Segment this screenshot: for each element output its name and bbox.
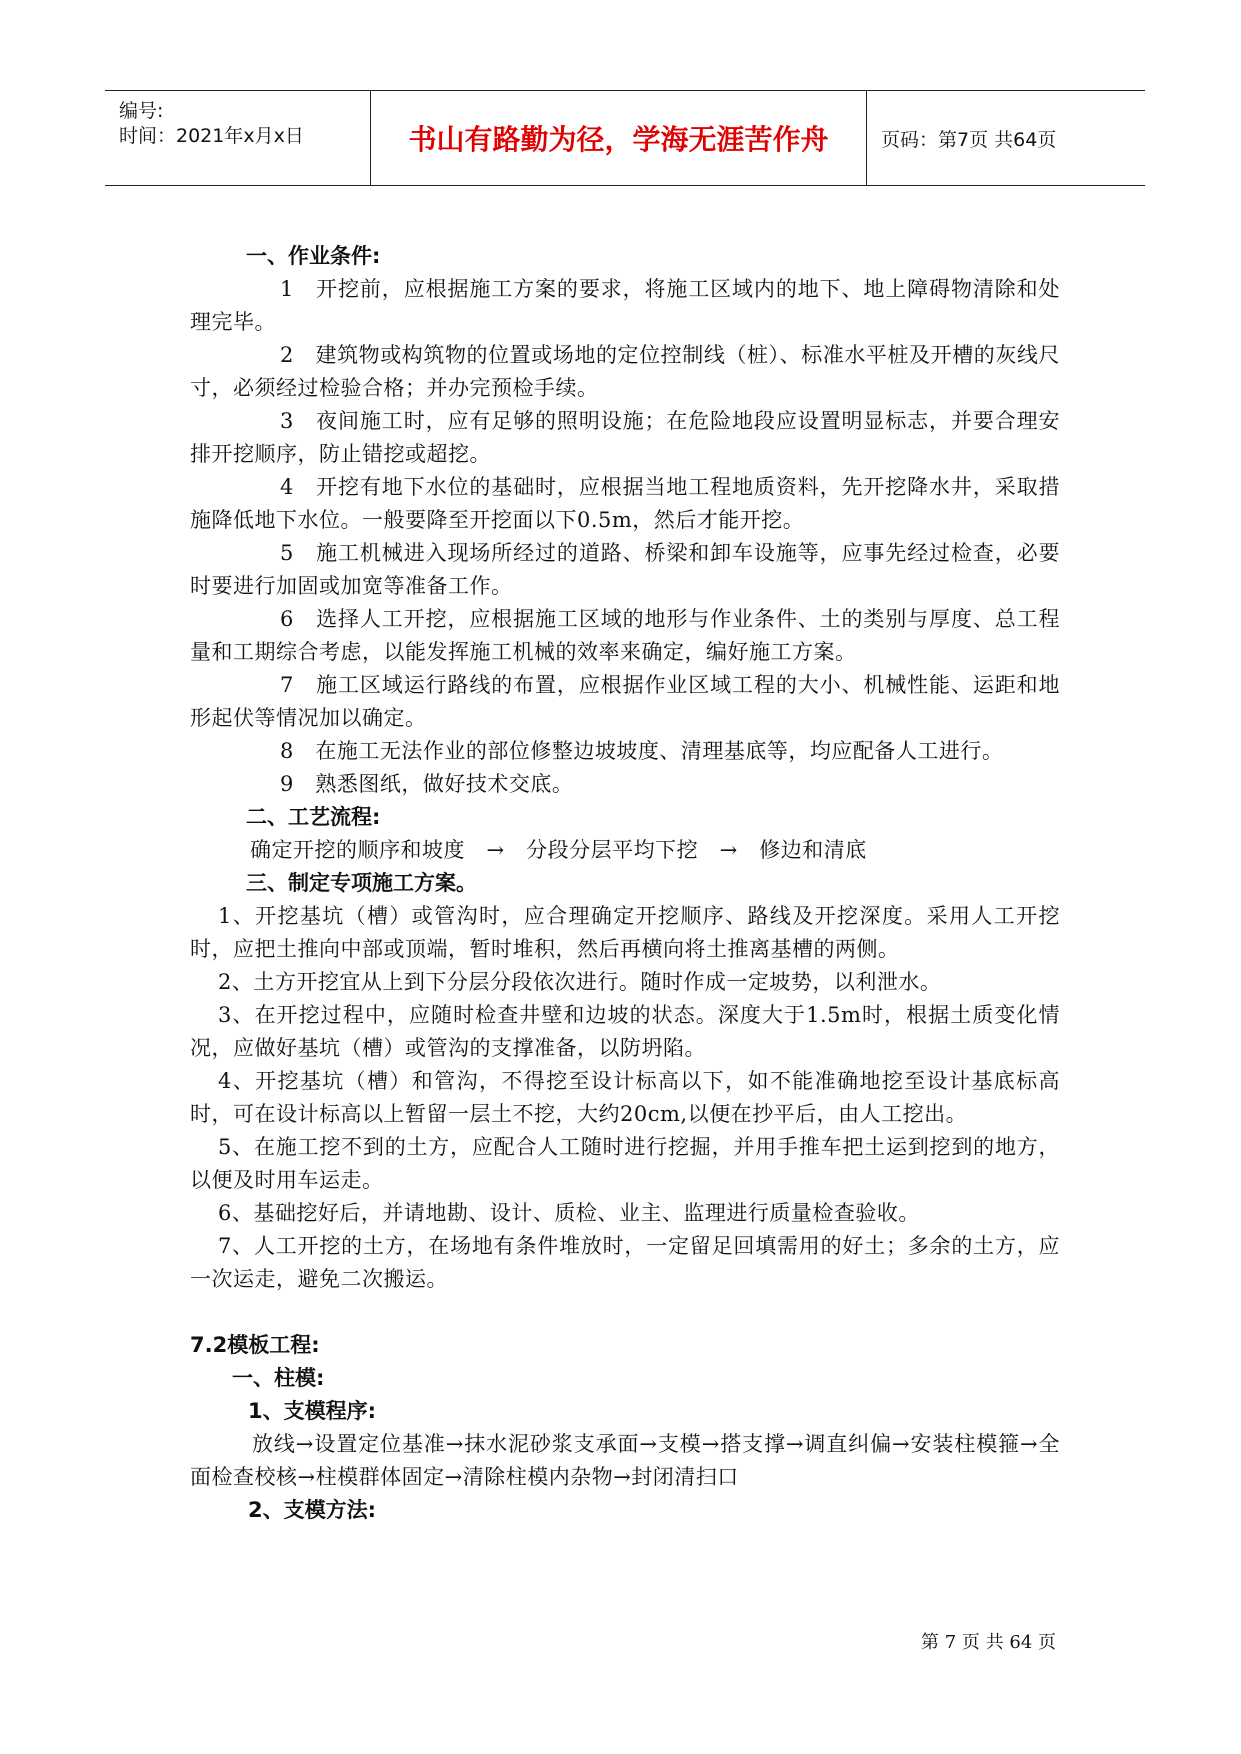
paragraph: 2、土方开挖宜从上到下分层分段依次进行。随时作成一定坡势，以利泄水。 — [218, 970, 942, 994]
header-table — [105, 90, 1145, 186]
paragraph: 7、人工开挖的土方，在场地有条件堆放时，一定留足回填需用的好土；多余的土方，应一次运走，避免二次搬运。 — [190, 1234, 1060, 1291]
subsection-title: 1、支模程序: — [248, 1399, 377, 1423]
section-title: 一、作业条件: — [246, 244, 381, 268]
paragraph: 3、在开挖过程中，应随时检查井壁和边坡的状态。深度大于1.5m时，根据土质变化情况，应做好基坑（槽）或管沟的支撑准备，以防坍陷。 — [190, 1003, 1060, 1060]
motto-text: 书山有路勤为径，学海无涯苦作舟 — [408, 123, 829, 156]
header-page-cell — [867, 91, 1145, 185]
paragraph: 1 开挖前，应根据施工方案的要求，将施工区域内的地下、地上障碍物清除和处理完毕。 — [190, 277, 1060, 334]
paragraph: 2 建筑物或构筑物的位置或场地的定位控制线（桩）、标准水平桩及开槽的灰线尺寸，必须经过检验合格；并办完预检手续。 — [190, 343, 1060, 400]
spacer — [190, 1296, 1060, 1329]
paragraph: 8 在施工无法作业的部位修整边坡坡度、清理基底等，均应配备人工进行。 — [280, 739, 1004, 763]
section-title: 二、工艺流程: — [246, 805, 381, 829]
page-footer: 第 7 页 共 64 页 — [921, 1632, 1056, 1653]
time-label: 时间：2021年x月x日 — [119, 125, 304, 147]
process-flow: 确定开挖的顺序和坡度 → 分段分层平均下挖 → 修边和清底 — [250, 838, 867, 862]
number-label: 编号: — [119, 100, 164, 122]
paragraph: 9 熟悉图纸，做好技术交底。 — [280, 772, 574, 796]
page-label: 页码：第7页 共64页 — [881, 128, 1057, 151]
chapter-title: 7.2模板工程: — [190, 1333, 320, 1357]
process-flow: 放线→设置定位基准→抹水泥砂浆支承面→支模→搭支撑→调直纠偏→安装柱模箍→全面检查校核→柱模群体固定→清除柱模内杂物→封闭清扫口 — [190, 1432, 1060, 1489]
document-body — [190, 240, 1060, 1527]
paragraph: 5 施工机械进入现场所经过的道路、桥梁和卸车设施等，应事先经过检查，必要时要进行加固或加宽等准备工作。 — [190, 541, 1060, 598]
section-title: 三、制定专项施工方案。 — [246, 871, 477, 895]
section-title: 一、柱模: — [232, 1366, 325, 1390]
subsection-title: 2、支模方法: — [248, 1498, 377, 1522]
paragraph: 6 选择人工开挖，应根据施工区域的地形与作业条件、土的类别与厚度、总工程量和工期综合考虑，以能发挥施工机械的效率来确定，编好施工方案。 — [190, 607, 1060, 664]
paragraph: 4、开挖基坑（槽）和管沟，不得挖至设计标高以下，如不能准确地挖至设计基底标高时，可在设计标高以上暂留一层土不挖，大约20cm,以便在抄平后，由人工挖出。 — [190, 1069, 1060, 1126]
paragraph: 6、基础挖好后，并请地勘、设计、质检、业主、监理进行质量检查验收。 — [218, 1201, 920, 1225]
paragraph: 1、开挖基坑（槽）或管沟时，应合理确定开挖顺序、路线及开挖深度。采用人工开挖时，应把土推向中部或顶端，暂时堆积，然后再横向将土推离基槽的两侧。 — [190, 904, 1060, 961]
paragraph: 7 施工区域运行路线的布置，应根据作业区域工程的大小、机械性能、运距和地形起伏等情况加以确定。 — [190, 673, 1060, 730]
paragraph: 3 夜间施工时，应有足够的照明设施；在危险地段应设置明显标志，并要合理安排开挖顺序，防止错挖或超挖。 — [190, 409, 1060, 466]
paragraph: 4 开挖有地下水位的基础时，应根据当地工程地质资料，先开挖降水井，采取措施降低地下水位。一般要降至开挖面以下0.5m，然后才能开挖。 — [190, 475, 1060, 532]
paragraph: 5、在施工挖不到的土方，应配合人工随时进行挖掘，并用手推车把土运到挖到的地方，以便及时用车运走。 — [190, 1135, 1060, 1192]
header-motto-cell — [371, 91, 867, 185]
header-left-cell — [105, 91, 371, 185]
